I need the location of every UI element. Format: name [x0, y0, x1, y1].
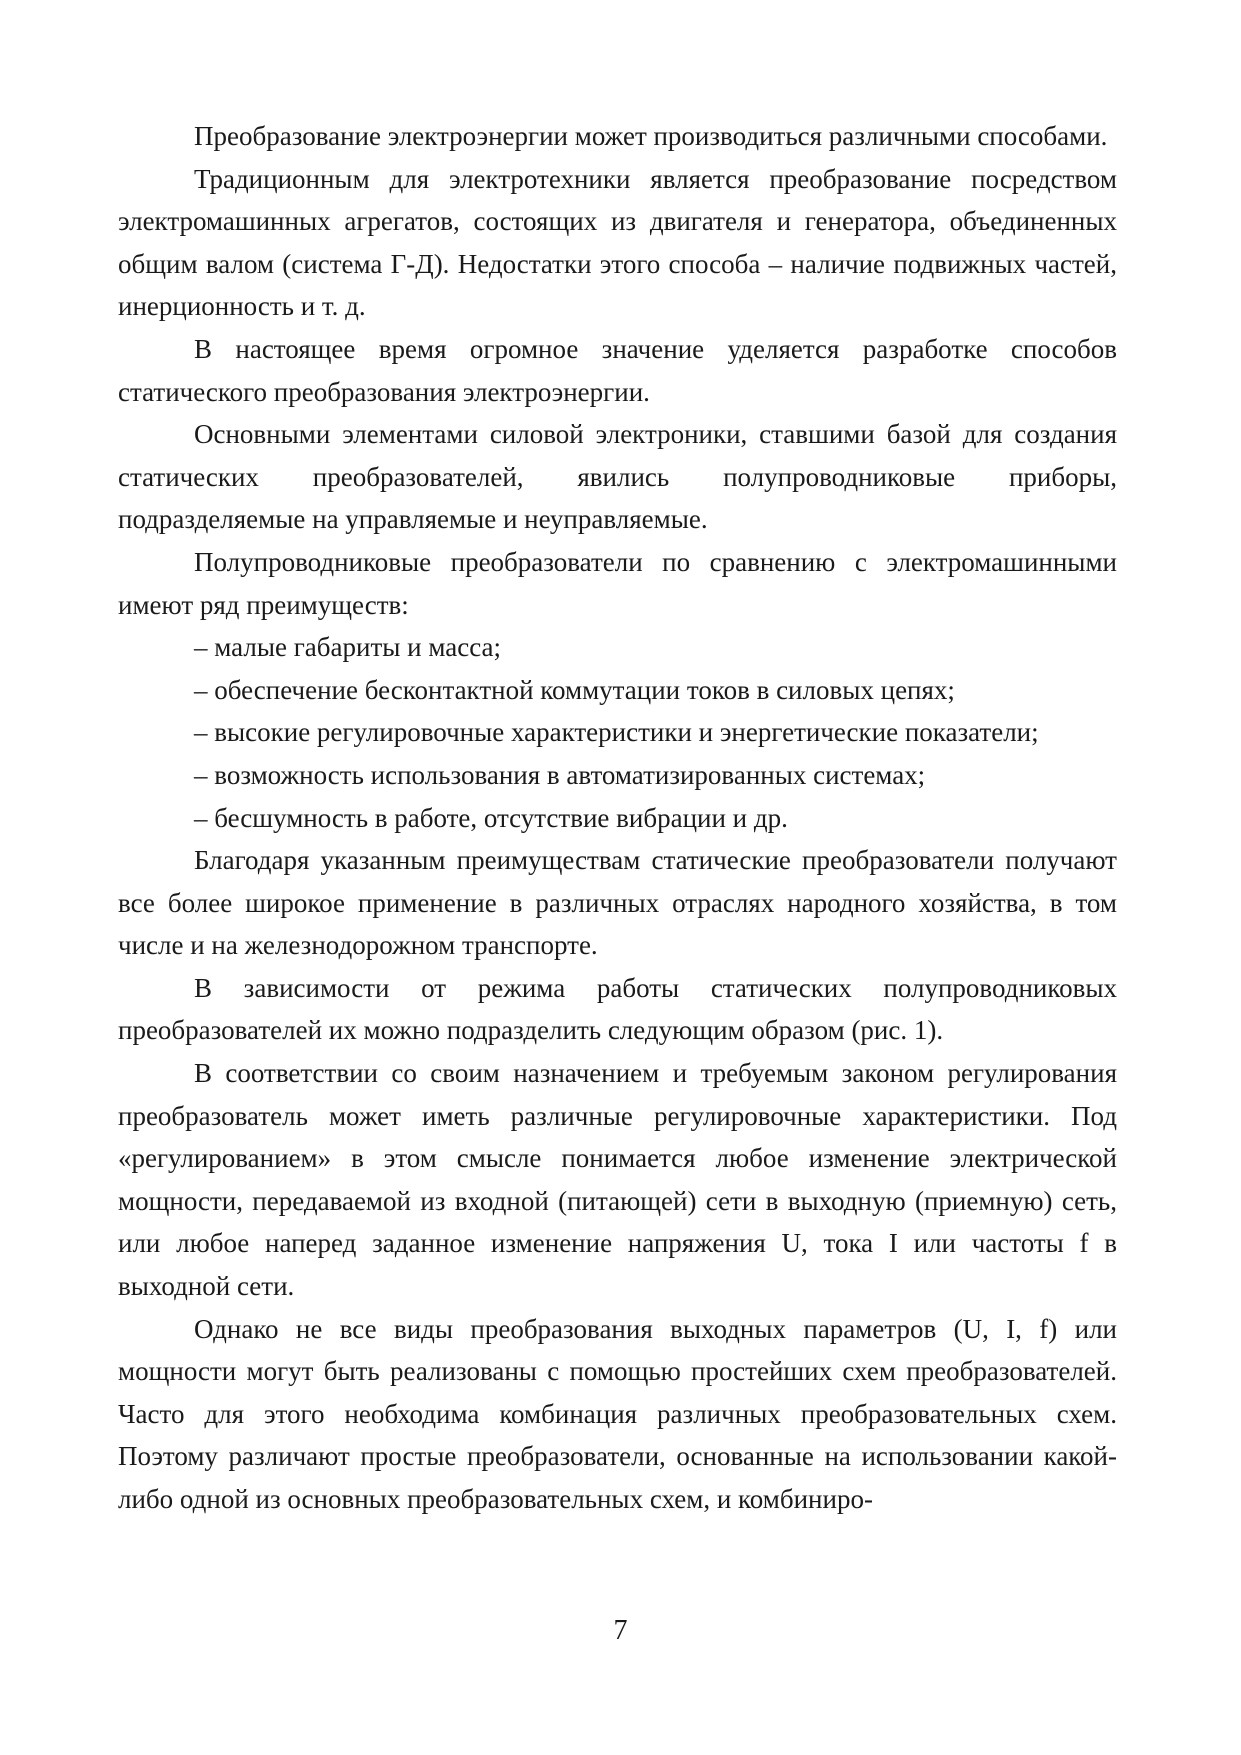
paragraph-intro-5: Полупроводниковые преобразователи по сравнению с электромашинными имеют ряд преимуществ:	[118, 546, 1117, 620]
advantages-list	[118, 626, 1117, 839]
paragraph-intro-4: Основными элементами силовой электроники, ставшими базой для создания статических преобразователей, явились полупроводниковые приборы, подразделяемые на управляемые и неуправляемые.	[118, 419, 1117, 535]
list-item: – высокие регулировочные характеристики и энергетические показатели;	[194, 717, 1039, 748]
paragraph-main-4: Однако не все виды преобразования выходных параметров (U, I, f) или мощности могут быть реализованы с помощью простейших схем преобразователей. Часто для этого необходима комбинация различных преобразовательных схем. Поэтому различают простые преобразователи, основанные на использовании какой-либо одной из основных преобразовательных схем, и комбиниро-	[118, 1313, 1117, 1514]
body-text	[118, 115, 1117, 1521]
list-item: – бесшумность в работе, отсутствие вибрации и др.	[194, 802, 788, 833]
paragraph-main-3: В соответствии со своим назначением и требуемым законом регулирования преобразователь может иметь различные регулировочные характеристики. Под «регулированием» в этом смысле понимается любое изменение электрической мощности, передаваемой из входной (питающей) сети в выходную (приемную) сеть, или любое наперед заданное изменение напряжения U, тока I или частоты f в выходной сети.	[118, 1058, 1117, 1302]
paragraph-intro-2: Традиционным для электротехники является преобразование посредством электромашинных агрегатов, состоящих из двигателя и генератора, объединенных общим валом (система Г-Д). Недостатки этого способа – наличие подвижных частей, инерционность и т. д.	[118, 163, 1117, 322]
paragraph-main-1: Благодаря указанным преимуществам статические преобразователи получают все более широкое применение в различных отраслях народного хозяйства, в том числе и на железнодорожном транспорте.	[118, 845, 1117, 961]
paragraph-main-2: В зависимости от режима работы статических полупроводниковых преобразователей их можно подразделить следующим образом (рис. 1).	[118, 972, 1117, 1046]
list-item: – возможность использования в автоматизированных системах;	[194, 759, 926, 790]
page-number: 7	[613, 1615, 628, 1646]
list-item: – малые габариты и масса;	[194, 632, 502, 663]
paragraph-intro-3: В настоящее время огромное значение уделяется разработке способов статического преобразования электроэнергии.	[118, 333, 1117, 407]
list-item: – обеспечение бесконтактной коммутации токов в силовых цепях;	[194, 674, 955, 705]
paragraph-intro-1: Преобразование электроэнергии может производиться различными способами.	[194, 121, 1108, 151]
